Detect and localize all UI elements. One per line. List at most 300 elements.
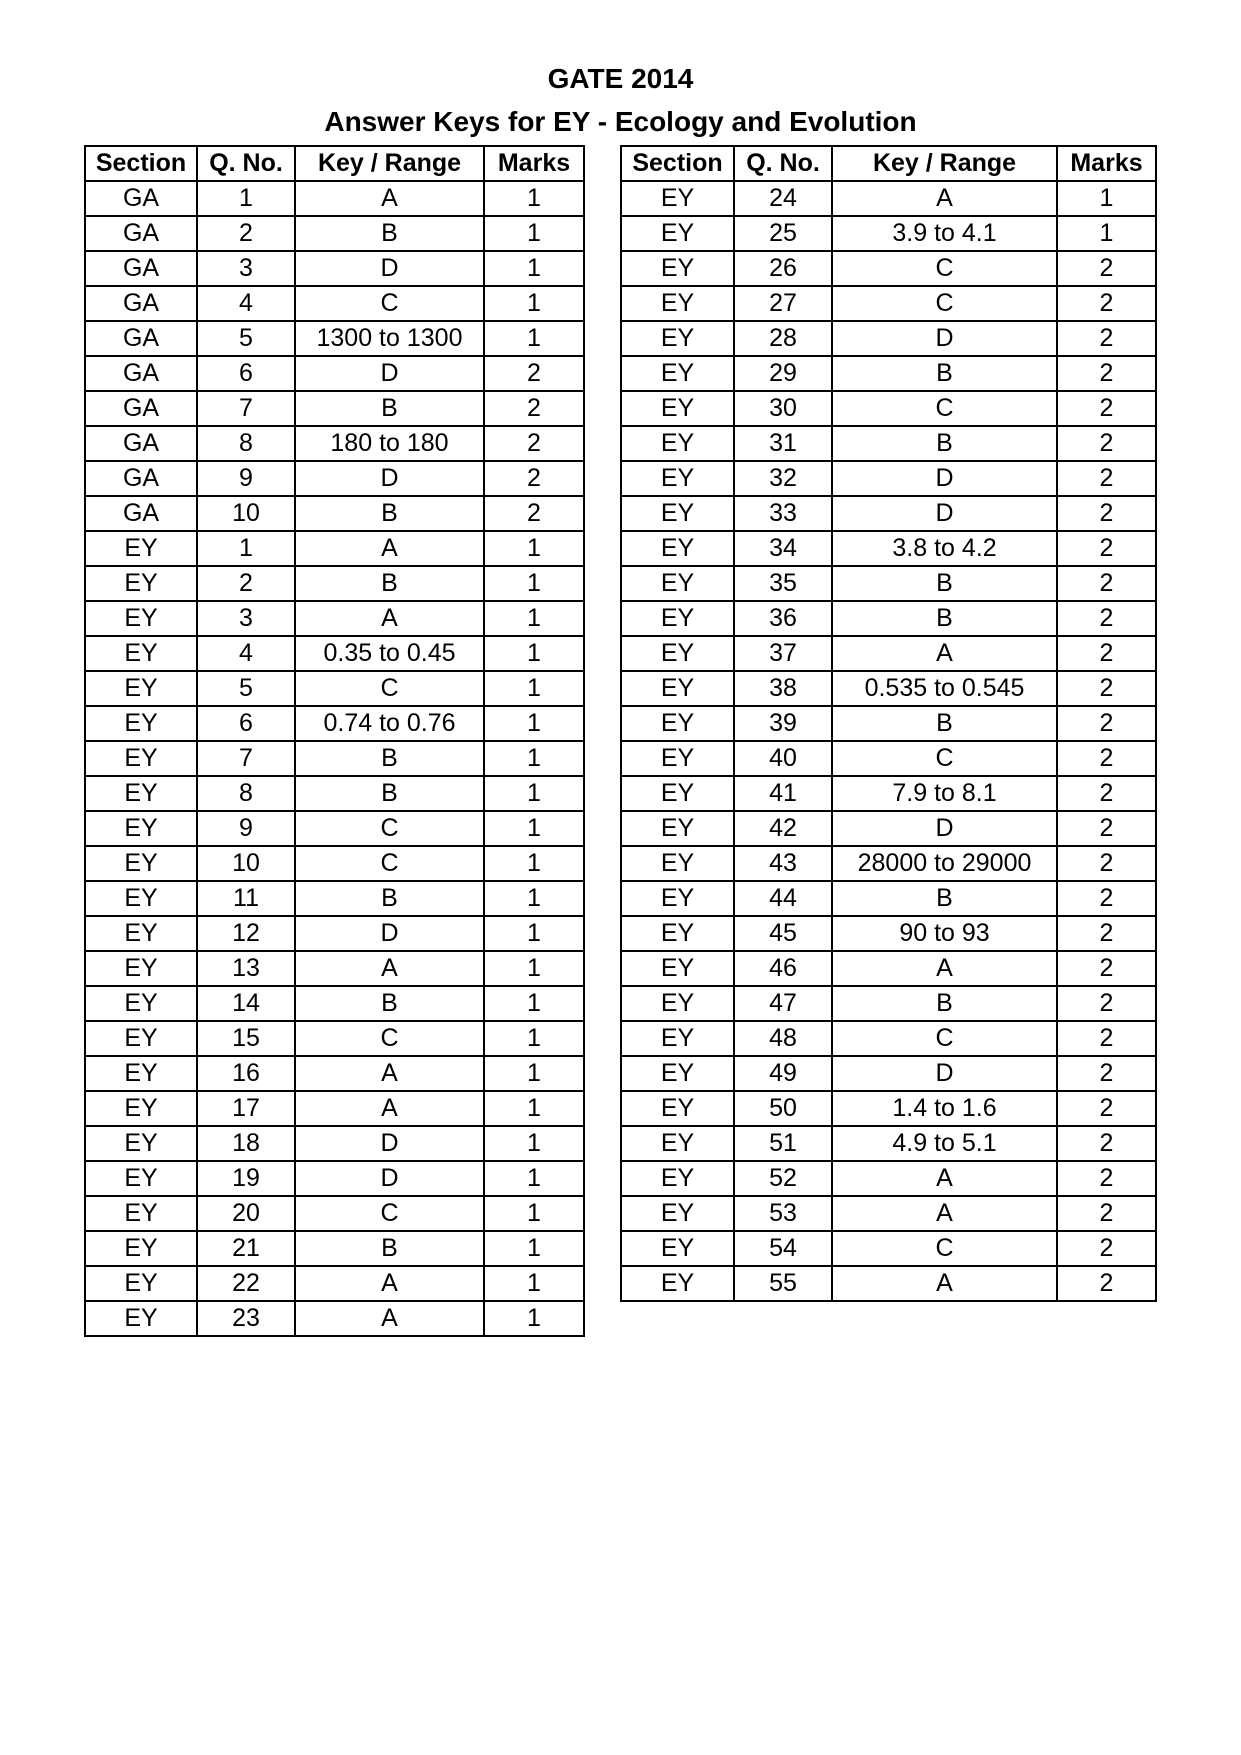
cell-question-number: 46 xyxy=(734,951,832,986)
cell-question-number: 6 xyxy=(197,356,295,391)
table-row xyxy=(621,1161,1156,1196)
cell-section: GA xyxy=(85,216,197,251)
cell-marks: 1 xyxy=(484,706,584,741)
cell-key-range: 3.9 to 4.1 xyxy=(832,216,1057,251)
cell-section: EY xyxy=(621,1196,734,1231)
header-section: Section xyxy=(621,146,734,181)
cell-marks: 2 xyxy=(1057,706,1156,741)
cell-section: EY xyxy=(85,1266,197,1301)
cell-question-number: 19 xyxy=(197,1161,295,1196)
cell-marks: 2 xyxy=(484,356,584,391)
table-row xyxy=(621,811,1156,846)
cell-question-number: 22 xyxy=(197,1266,295,1301)
cell-marks: 2 xyxy=(1057,496,1156,531)
cell-key-range: D xyxy=(295,916,484,951)
cell-marks: 2 xyxy=(1057,251,1156,286)
cell-marks: 1 xyxy=(484,916,584,951)
table-row xyxy=(621,181,1156,216)
cell-key-range: A xyxy=(295,531,484,566)
cell-section: EY xyxy=(85,706,197,741)
cell-key-range: D xyxy=(832,496,1057,531)
cell-key-range: C xyxy=(832,741,1057,776)
header-key-range: Key / Range xyxy=(295,146,484,181)
cell-question-number: 13 xyxy=(197,951,295,986)
cell-section: EY xyxy=(85,601,197,636)
cell-marks: 1 xyxy=(484,566,584,601)
cell-marks: 1 xyxy=(1057,181,1156,216)
table-row xyxy=(621,1266,1156,1301)
cell-marks: 2 xyxy=(1057,951,1156,986)
cell-marks: 2 xyxy=(1057,916,1156,951)
table-row xyxy=(621,566,1156,601)
table-row xyxy=(621,1126,1156,1161)
cell-section: EY xyxy=(621,216,734,251)
table-row xyxy=(85,426,584,461)
table-row xyxy=(85,356,584,391)
cell-section: EY xyxy=(621,356,734,391)
table-row xyxy=(85,461,584,496)
cell-section: EY xyxy=(621,1056,734,1091)
cell-key-range: 4.9 to 5.1 xyxy=(832,1126,1057,1161)
cell-marks: 1 xyxy=(484,636,584,671)
cell-marks: 2 xyxy=(1057,286,1156,321)
cell-section: EY xyxy=(621,181,734,216)
cell-key-range: C xyxy=(832,1021,1057,1056)
cell-key-range: A xyxy=(295,181,484,216)
cell-question-number: 45 xyxy=(734,916,832,951)
cell-question-number: 50 xyxy=(734,1091,832,1126)
cell-section: EY xyxy=(85,811,197,846)
header-section: Section xyxy=(85,146,197,181)
cell-question-number: 44 xyxy=(734,881,832,916)
cell-question-number: 8 xyxy=(197,426,295,461)
table-row xyxy=(621,216,1156,251)
table-row xyxy=(85,741,584,776)
table-row xyxy=(85,286,584,321)
cell-marks: 1 xyxy=(484,741,584,776)
cell-key-range: 0.535 to 0.545 xyxy=(832,671,1057,706)
cell-marks: 2 xyxy=(1057,776,1156,811)
cell-question-number: 51 xyxy=(734,1126,832,1161)
cell-marks: 1 xyxy=(484,846,584,881)
table-row xyxy=(621,881,1156,916)
cell-question-number: 43 xyxy=(734,846,832,881)
cell-marks: 1 xyxy=(484,286,584,321)
table-row xyxy=(621,986,1156,1021)
cell-section: EY xyxy=(85,531,197,566)
cell-marks: 2 xyxy=(484,426,584,461)
cell-question-number: 53 xyxy=(734,1196,832,1231)
table-row xyxy=(85,1266,584,1301)
cell-section: EY xyxy=(85,1091,197,1126)
cell-marks: 1 xyxy=(484,321,584,356)
cell-marks: 1 xyxy=(484,1126,584,1161)
table-row xyxy=(85,776,584,811)
cell-section: GA xyxy=(85,356,197,391)
cell-key-range: C xyxy=(832,286,1057,321)
cell-key-range: B xyxy=(832,706,1057,741)
header-key-range: Key / Range xyxy=(832,146,1057,181)
cell-marks: 1 xyxy=(484,531,584,566)
table-row xyxy=(85,811,584,846)
cell-key-range: A xyxy=(295,1266,484,1301)
cell-question-number: 14 xyxy=(197,986,295,1021)
cell-section: EY xyxy=(621,566,734,601)
cell-key-range: A xyxy=(295,1056,484,1091)
cell-key-range: B xyxy=(295,986,484,1021)
cell-question-number: 40 xyxy=(734,741,832,776)
cell-section: EY xyxy=(621,846,734,881)
cell-question-number: 27 xyxy=(734,286,832,321)
cell-marks: 1 xyxy=(484,776,584,811)
header-question-number: Q. No. xyxy=(734,146,832,181)
cell-marks: 1 xyxy=(484,1161,584,1196)
cell-marks: 1 xyxy=(484,986,584,1021)
cell-marks: 1 xyxy=(484,1056,584,1091)
table-row xyxy=(621,741,1156,776)
cell-question-number: 52 xyxy=(734,1161,832,1196)
table-row xyxy=(85,1021,584,1056)
cell-key-range: A xyxy=(295,601,484,636)
cell-section: EY xyxy=(621,706,734,741)
table-row xyxy=(85,566,584,601)
cell-marks: 1 xyxy=(484,811,584,846)
cell-question-number: 37 xyxy=(734,636,832,671)
table-row xyxy=(85,986,584,1021)
cell-section: EY xyxy=(621,811,734,846)
cell-section: EY xyxy=(621,531,734,566)
table-row xyxy=(85,496,584,531)
cell-question-number: 41 xyxy=(734,776,832,811)
cell-question-number: 1 xyxy=(197,531,295,566)
table-row xyxy=(85,636,584,671)
cell-section: EY xyxy=(85,846,197,881)
table-row xyxy=(621,776,1156,811)
cell-question-number: 1 xyxy=(197,181,295,216)
table-row xyxy=(85,1126,584,1161)
cell-marks: 1 xyxy=(484,181,584,216)
cell-marks: 2 xyxy=(1057,1021,1156,1056)
table-row xyxy=(621,356,1156,391)
table-row xyxy=(85,1231,584,1266)
cell-question-number: 7 xyxy=(197,741,295,776)
table-row xyxy=(85,1161,584,1196)
table-row xyxy=(621,531,1156,566)
cell-marks: 1 xyxy=(484,601,584,636)
cell-key-range: C xyxy=(295,846,484,881)
cell-question-number: 33 xyxy=(734,496,832,531)
cell-question-number: 10 xyxy=(197,846,295,881)
cell-section: EY xyxy=(621,461,734,496)
cell-section: EY xyxy=(85,1161,197,1196)
cell-question-number: 32 xyxy=(734,461,832,496)
answer-key-table-left xyxy=(84,145,585,1337)
cell-question-number: 6 xyxy=(197,706,295,741)
cell-marks: 2 xyxy=(484,391,584,426)
cell-section: EY xyxy=(85,951,197,986)
cell-key-range: B xyxy=(832,986,1057,1021)
answer-key-table-right xyxy=(620,145,1157,1302)
cell-question-number: 39 xyxy=(734,706,832,741)
table-row xyxy=(621,601,1156,636)
cell-key-range: C xyxy=(295,286,484,321)
table-row xyxy=(621,846,1156,881)
table-row xyxy=(85,1091,584,1126)
table-row xyxy=(621,426,1156,461)
cell-section: EY xyxy=(621,916,734,951)
table-row xyxy=(85,671,584,706)
cell-question-number: 55 xyxy=(734,1266,832,1301)
cell-key-range: 1300 to 1300 xyxy=(295,321,484,356)
cell-question-number: 24 xyxy=(734,181,832,216)
cell-key-range: 3.8 to 4.2 xyxy=(832,531,1057,566)
cell-marks: 1 xyxy=(484,1196,584,1231)
cell-key-range: 180 to 180 xyxy=(295,426,484,461)
cell-marks: 2 xyxy=(1057,566,1156,601)
cell-marks: 2 xyxy=(1057,321,1156,356)
cell-marks: 2 xyxy=(1057,1126,1156,1161)
cell-section: EY xyxy=(621,1231,734,1266)
cell-section: EY xyxy=(85,916,197,951)
table-row xyxy=(621,671,1156,706)
cell-section: EY xyxy=(85,636,197,671)
table-row xyxy=(85,846,584,881)
cell-question-number: 26 xyxy=(734,251,832,286)
cell-marks: 1 xyxy=(484,881,584,916)
table-row xyxy=(621,706,1156,741)
cell-section: EY xyxy=(621,881,734,916)
cell-marks: 1 xyxy=(484,1301,584,1336)
table-row xyxy=(621,496,1156,531)
cell-question-number: 4 xyxy=(197,286,295,321)
cell-section: EY xyxy=(85,776,197,811)
cell-section: EY xyxy=(85,671,197,706)
cell-section: EY xyxy=(621,321,734,356)
cell-marks: 2 xyxy=(1057,531,1156,566)
cell-marks: 1 xyxy=(484,1266,584,1301)
cell-section: EY xyxy=(621,1091,734,1126)
cell-question-number: 7 xyxy=(197,391,295,426)
cell-marks: 2 xyxy=(1057,986,1156,1021)
header-question-number: Q. No. xyxy=(197,146,295,181)
cell-section: GA xyxy=(85,181,197,216)
cell-question-number: 12 xyxy=(197,916,295,951)
cell-section: EY xyxy=(621,1126,734,1161)
table-row xyxy=(621,916,1156,951)
cell-key-range: 1.4 to 1.6 xyxy=(832,1091,1057,1126)
table-row xyxy=(621,391,1156,426)
cell-section: EY xyxy=(85,1196,197,1231)
header-row xyxy=(85,146,584,181)
cell-question-number: 30 xyxy=(734,391,832,426)
table-row xyxy=(85,321,584,356)
cell-section: GA xyxy=(85,321,197,356)
cell-key-range: A xyxy=(832,181,1057,216)
cell-key-range: A xyxy=(295,1301,484,1336)
cell-key-range: A xyxy=(832,1161,1057,1196)
cell-key-range: 28000 to 29000 xyxy=(832,846,1057,881)
cell-key-range: C xyxy=(295,671,484,706)
cell-key-range: D xyxy=(295,356,484,391)
table-row xyxy=(85,706,584,741)
cell-section: EY xyxy=(621,601,734,636)
table-row xyxy=(85,951,584,986)
header-marks: Marks xyxy=(1057,146,1156,181)
cell-key-range: B xyxy=(832,566,1057,601)
cell-marks: 2 xyxy=(1057,426,1156,461)
table-row xyxy=(621,251,1156,286)
table-row xyxy=(85,216,584,251)
cell-section: GA xyxy=(85,426,197,461)
cell-key-range: A xyxy=(832,1266,1057,1301)
cell-marks: 2 xyxy=(1057,461,1156,496)
table-row xyxy=(621,1196,1156,1231)
cell-key-range: C xyxy=(832,1231,1057,1266)
cell-question-number: 49 xyxy=(734,1056,832,1091)
cell-section: EY xyxy=(621,1161,734,1196)
table-row xyxy=(621,321,1156,356)
cell-question-number: 54 xyxy=(734,1231,832,1266)
table-row xyxy=(621,1021,1156,1056)
cell-question-number: 29 xyxy=(734,356,832,391)
cell-section: EY xyxy=(85,1056,197,1091)
cell-marks: 2 xyxy=(1057,356,1156,391)
cell-marks: 2 xyxy=(1057,881,1156,916)
cell-marks: 2 xyxy=(484,496,584,531)
cell-key-range: B xyxy=(295,1231,484,1266)
cell-question-number: 31 xyxy=(734,426,832,461)
cell-section: EY xyxy=(85,741,197,776)
cell-key-range: B xyxy=(295,741,484,776)
cell-section: EY xyxy=(621,426,734,461)
cell-key-range: B xyxy=(832,601,1057,636)
cell-section: EY xyxy=(621,986,734,1021)
table-row xyxy=(85,1196,584,1231)
cell-marks: 1 xyxy=(484,951,584,986)
cell-key-range: B xyxy=(832,881,1057,916)
cell-marks: 2 xyxy=(1057,1266,1156,1301)
cell-key-range: D xyxy=(295,461,484,496)
cell-key-range: 7.9 to 8.1 xyxy=(832,776,1057,811)
table-row xyxy=(85,531,584,566)
cell-section: EY xyxy=(621,1266,734,1301)
cell-marks: 2 xyxy=(1057,391,1156,426)
cell-section: GA xyxy=(85,391,197,426)
cell-key-range: D xyxy=(832,461,1057,496)
cell-question-number: 15 xyxy=(197,1021,295,1056)
cell-marks: 1 xyxy=(484,671,584,706)
cell-key-range: B xyxy=(295,391,484,426)
cell-section: EY xyxy=(621,951,734,986)
cell-marks: 2 xyxy=(1057,636,1156,671)
cell-section: EY xyxy=(621,671,734,706)
cell-marks: 1 xyxy=(1057,216,1156,251)
cell-question-number: 21 xyxy=(197,1231,295,1266)
cell-key-range: D xyxy=(295,1161,484,1196)
cell-key-range: B xyxy=(832,356,1057,391)
table-row xyxy=(85,251,584,286)
cell-marks: 2 xyxy=(1057,1196,1156,1231)
cell-section: EY xyxy=(621,1021,734,1056)
cell-key-range: 90 to 93 xyxy=(832,916,1057,951)
cell-key-range: D xyxy=(832,811,1057,846)
table-row xyxy=(621,1056,1156,1091)
cell-section: EY xyxy=(85,1231,197,1266)
table-row xyxy=(85,1056,584,1091)
cell-question-number: 34 xyxy=(734,531,832,566)
cell-question-number: 10 xyxy=(197,496,295,531)
cell-section: GA xyxy=(85,251,197,286)
cell-marks: 2 xyxy=(1057,811,1156,846)
cell-marks: 1 xyxy=(484,1091,584,1126)
cell-question-number: 20 xyxy=(197,1196,295,1231)
cell-key-range: C xyxy=(295,1021,484,1056)
cell-key-range: B xyxy=(295,776,484,811)
cell-key-range: C xyxy=(832,251,1057,286)
cell-question-number: 23 xyxy=(197,1301,295,1336)
cell-key-range: D xyxy=(295,251,484,286)
table-row xyxy=(621,1231,1156,1266)
cell-key-range: B xyxy=(295,216,484,251)
cell-key-range: C xyxy=(295,811,484,846)
cell-section: EY xyxy=(621,636,734,671)
cell-section: GA xyxy=(85,286,197,321)
cell-marks: 2 xyxy=(1057,1231,1156,1266)
cell-section: EY xyxy=(85,566,197,601)
cell-question-number: 47 xyxy=(734,986,832,1021)
cell-question-number: 5 xyxy=(197,321,295,356)
cell-question-number: 2 xyxy=(197,216,295,251)
cell-section: GA xyxy=(85,496,197,531)
header-marks: Marks xyxy=(484,146,584,181)
header-row xyxy=(621,146,1156,181)
table-row xyxy=(621,1091,1156,1126)
cell-key-range: A xyxy=(832,1196,1057,1231)
cell-key-range: D xyxy=(832,1056,1057,1091)
table-row xyxy=(85,601,584,636)
cell-question-number: 5 xyxy=(197,671,295,706)
cell-question-number: 16 xyxy=(197,1056,295,1091)
table-row xyxy=(85,181,584,216)
cell-key-range: A xyxy=(295,951,484,986)
table-row xyxy=(621,286,1156,321)
cell-section: EY xyxy=(621,776,734,811)
cell-question-number: 3 xyxy=(197,601,295,636)
page-subtitle: Answer Keys for EY - Ecology and Evolution xyxy=(324,106,917,137)
cell-question-number: 42 xyxy=(734,811,832,846)
cell-section: EY xyxy=(85,1301,197,1336)
cell-question-number: 2 xyxy=(197,566,295,601)
table-row xyxy=(621,461,1156,496)
cell-section: EY xyxy=(621,391,734,426)
cell-key-range: C xyxy=(295,1196,484,1231)
cell-section: EY xyxy=(85,881,197,916)
cell-marks: 1 xyxy=(484,216,584,251)
table-row xyxy=(85,916,584,951)
cell-marks: 1 xyxy=(484,1231,584,1266)
cell-section: EY xyxy=(621,286,734,321)
cell-key-range: 0.35 to 0.45 xyxy=(295,636,484,671)
cell-question-number: 11 xyxy=(197,881,295,916)
page-title: GATE 2014 xyxy=(547,63,694,94)
cell-key-range: B xyxy=(295,881,484,916)
cell-key-range: B xyxy=(832,426,1057,461)
table-row xyxy=(85,391,584,426)
cell-key-range: B xyxy=(295,496,484,531)
table-row xyxy=(621,636,1156,671)
cell-section: EY xyxy=(621,496,734,531)
cell-question-number: 9 xyxy=(197,461,295,496)
